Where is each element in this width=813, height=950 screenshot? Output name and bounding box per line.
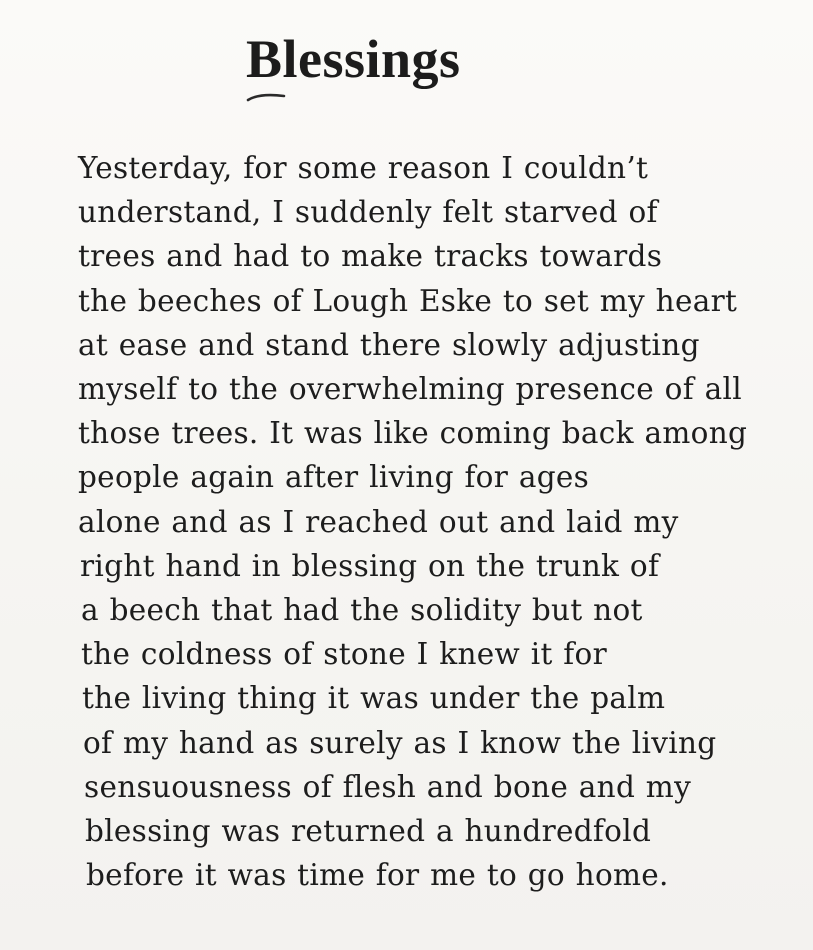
poem-line: the living thing it was under the palm [82,681,666,716]
poem-line: people again after living for ages [78,460,590,495]
poem-body [78,146,747,897]
poem-line: Yesterday, for some reason I couldn’t [78,151,649,185]
poem-line: the beeches of Lough Eske to set my heart [78,283,738,318]
poem-line: at ease and stand there slowly adjusting [78,327,700,362]
poem-line: sensuousness of flesh and bone and my [84,769,692,804]
poem-line: understand, I suddenly felt starved of [78,195,658,230]
poem-line: of my hand as surely as I know the living [83,725,717,760]
poem-line: alone and as I reached out and laid my [78,504,679,539]
poem-line: a beech that had the solidity but not [81,593,643,628]
poem-line: myself to the overwhelming presence of all [78,372,742,407]
poem-line: those trees. It was like coming back among [78,416,748,451]
poem-title: Blessings [246,29,461,89]
poem-line: blessing was returned a hundredfold [85,814,652,849]
poem-line: before it was time for me to go home. [86,858,669,893]
underline-mark [246,91,286,103]
poem-line: right hand in blessing on the trunk of [80,548,660,583]
poem-line: trees and had to make tracks towards [78,239,663,274]
poem-line: the coldness of stone I knew it for [81,637,607,672]
